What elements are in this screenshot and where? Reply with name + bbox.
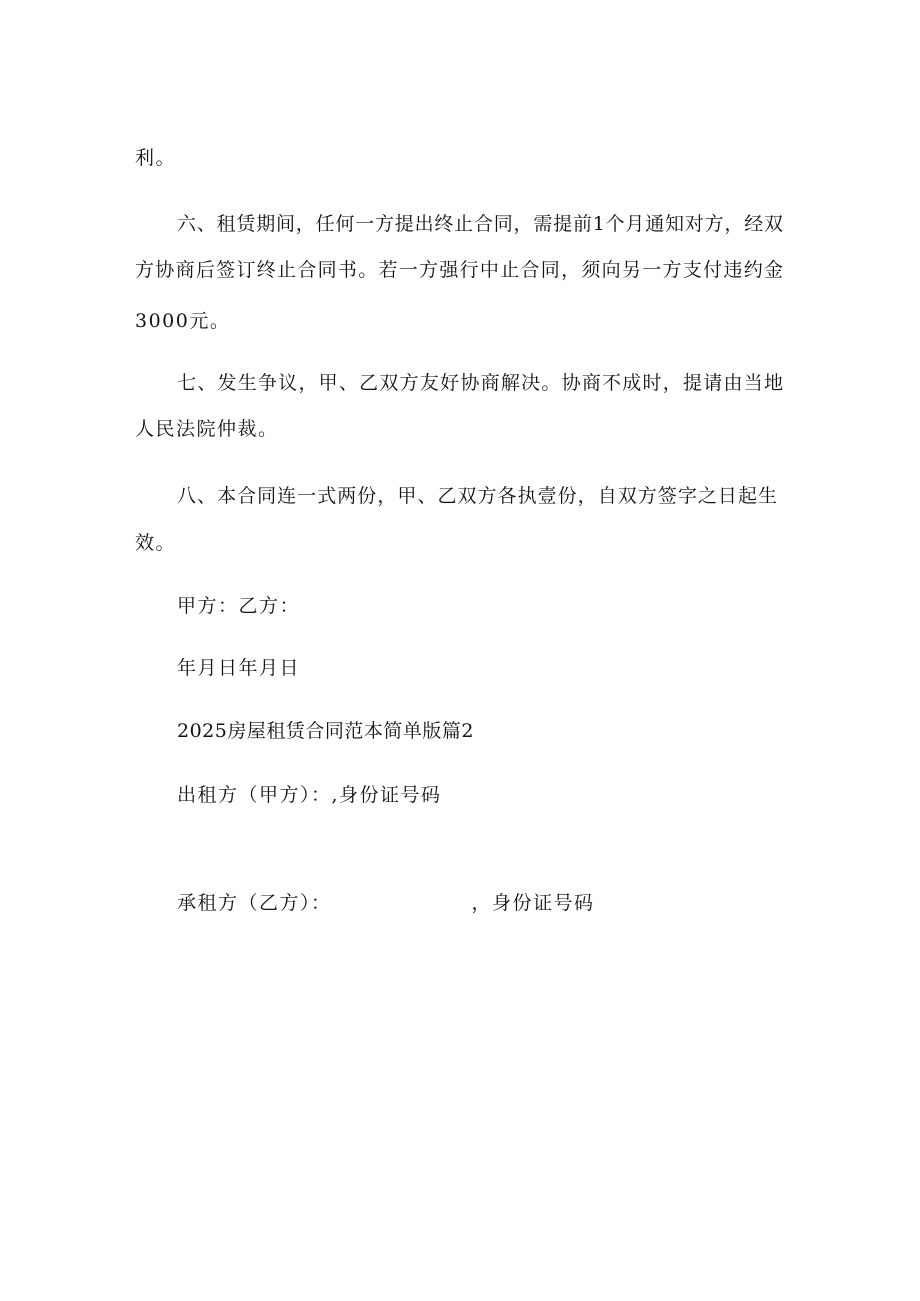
lessee-label: 承租方（乙方）： <box>177 892 332 914</box>
lessee-line <box>177 889 595 917</box>
paragraph-5-tail-line-1: 利。 <box>135 147 177 169</box>
date-line: 年月日年月日 <box>177 657 301 679</box>
paragraph-6-line-2: 方协商后签订终止合同书。若一方强行中止合同，须向另一方支付违约金 <box>135 259 783 281</box>
lessee-id-label: ，身份证号码 <box>471 892 595 914</box>
lessor-line: 出租方（甲方）：,身份证号码 <box>177 784 442 806</box>
paragraph-6-line-1: 六、租赁期间，任何一方提出终止合同，需提前1个月通知对方，经双 <box>177 213 783 235</box>
signature-line: 甲方：乙方： <box>177 595 301 617</box>
paragraph-8-line-1: 八、本合同连一式两份，甲、乙双方各执壹份，自双方签字之日起生 <box>177 485 777 507</box>
paragraph-6-line-3: 3000元。 <box>135 310 231 332</box>
paragraph-8-line-2: 效。 <box>135 532 177 554</box>
section-title: 2025房屋租赁合同范本简单版篇2 <box>177 720 474 742</box>
paragraph-7-line-2: 人民法院仲裁。 <box>135 418 279 440</box>
paragraph-7-line-1: 七、发生争议，甲、乙双方友好协商解决。协商不成时，提请由当地 <box>177 372 783 394</box>
